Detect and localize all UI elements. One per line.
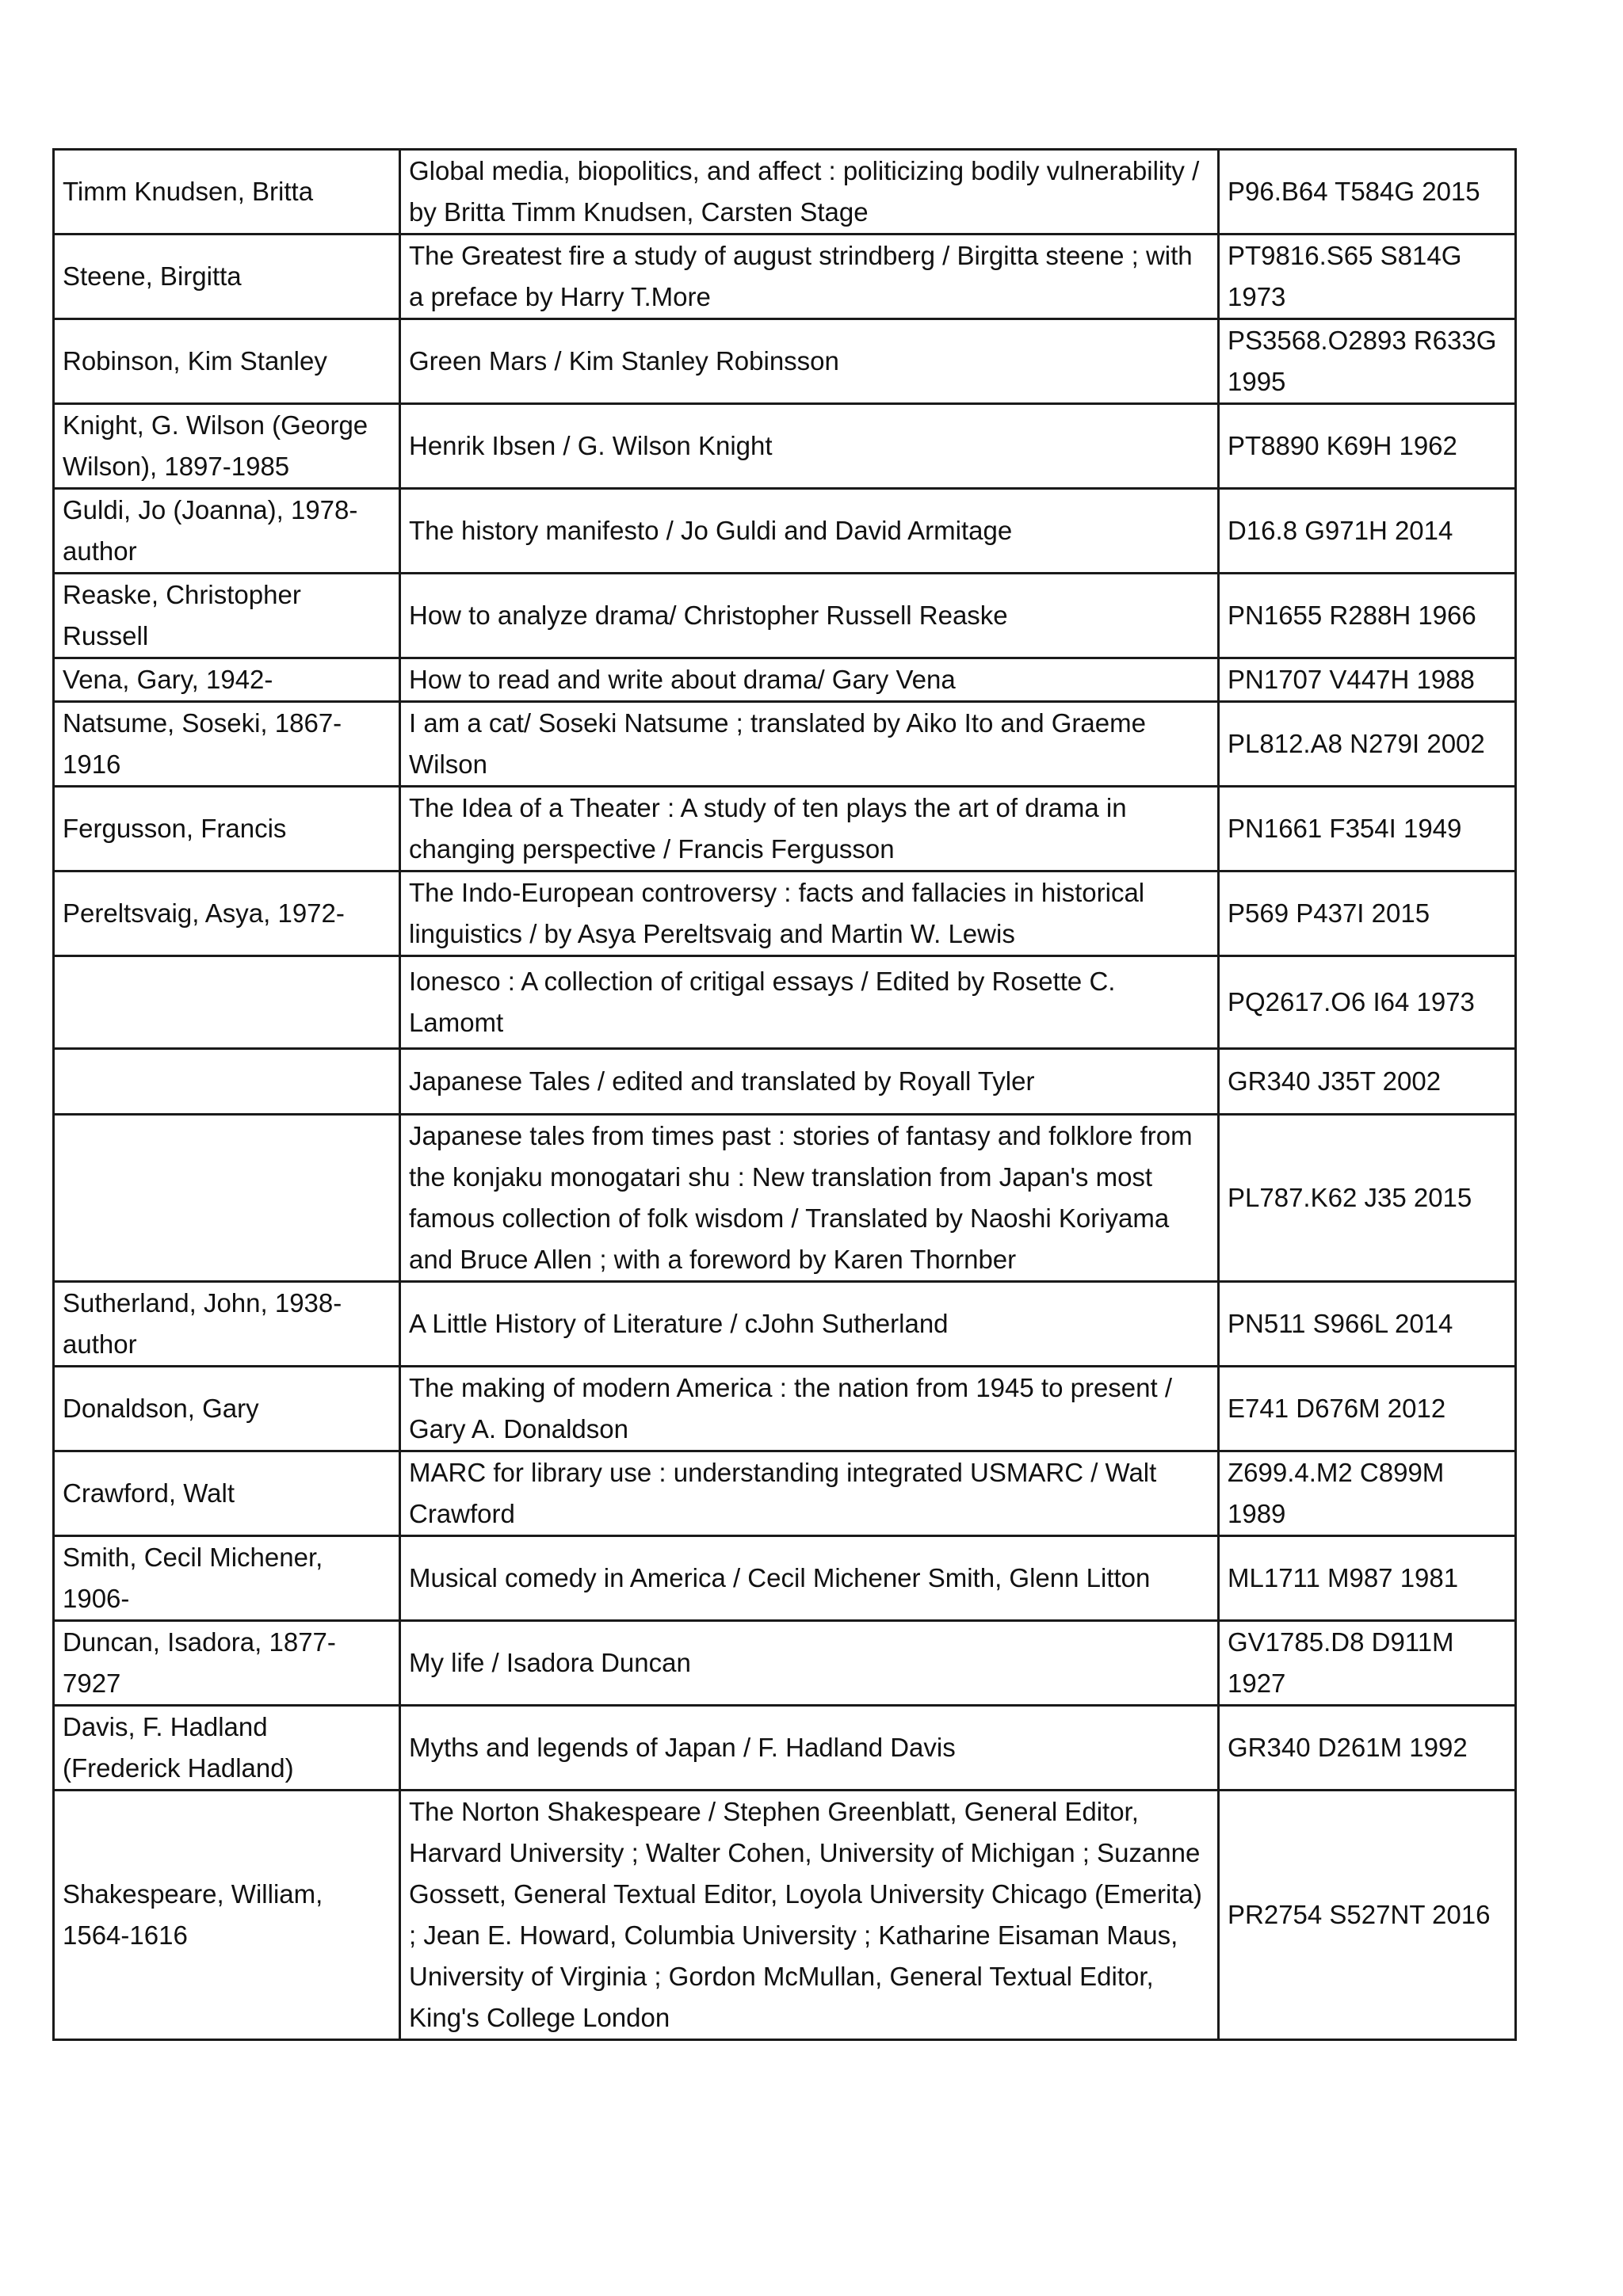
author-cell — [54, 1049, 400, 1115]
title-cell: The Norton Shakespeare / Stephen Greenblatt, General Editor, Harvard University ; Walter Cohen, University of Michigan ; Suzanne Gossett, General Textual Editor, Loyola University Chicago (Emerita) ; Jean E. Howard, Columbia University ; Katharine Eisaman Maus, University of Virginia ; Gordon McMullan, General Textual Editor, King's College London — [400, 1791, 1219, 2040]
title-cell: Green Mars / Kim Stanley Robinsson — [400, 319, 1219, 404]
table-row — [54, 150, 1516, 235]
table-row — [54, 235, 1516, 319]
table-row — [54, 1115, 1516, 1282]
author-cell: Steene, Birgitta — [54, 235, 400, 319]
table-row — [54, 319, 1516, 404]
call-number-cell: PS3568.O2893 R633G 1995 — [1219, 319, 1516, 404]
call-number-cell: PN1661 F354I 1949 — [1219, 787, 1516, 871]
table-row — [54, 1049, 1516, 1115]
call-number-cell: P96.B64 T584G 2015 — [1219, 150, 1516, 235]
table-row — [54, 702, 1516, 787]
call-number-cell: E741 D676M 2012 — [1219, 1367, 1516, 1451]
author-cell: Natsume, Soseki, 1867-1916 — [54, 702, 400, 787]
table-row — [54, 1282, 1516, 1367]
call-number-cell: ML1711 M987 1981 — [1219, 1536, 1516, 1621]
title-cell: The Greatest fire a study of august strindberg / Birgitta steene ; with a preface by Harry T.More — [400, 235, 1219, 319]
title-cell: The Idea of a Theater : A study of ten plays the art of drama in changing perspective / Francis Fergusson — [400, 787, 1219, 871]
call-number-cell: GR340 D261M 1992 — [1219, 1706, 1516, 1791]
title-cell: Henrik Ibsen / G. Wilson Knight — [400, 404, 1219, 489]
author-cell: Reaske, Christopher Russell — [54, 574, 400, 658]
call-number-cell: D16.8 G971H 2014 — [1219, 489, 1516, 574]
table-row — [54, 1791, 1516, 2040]
catalog-table — [52, 148, 1517, 2041]
call-number-cell: PQ2617.O6 I64 1973 — [1219, 956, 1516, 1049]
author-cell: Knight, G. Wilson (George Wilson), 1897-1985 — [54, 404, 400, 489]
title-cell: MARC for library use : understanding integrated USMARC / Walt Crawford — [400, 1451, 1219, 1536]
table-row — [54, 574, 1516, 658]
title-cell: Japanese Tales / edited and translated by Royall Tyler — [400, 1049, 1219, 1115]
table-row — [54, 1451, 1516, 1536]
title-cell: I am a cat/ Soseki Natsume ; translated by Aiko Ito and Graeme Wilson — [400, 702, 1219, 787]
author-cell: Smith, Cecil Michener, 1906- — [54, 1536, 400, 1621]
table-row — [54, 871, 1516, 956]
author-cell: Fergusson, Francis — [54, 787, 400, 871]
call-number-cell: PR2754 S527NT 2016 — [1219, 1791, 1516, 2040]
title-cell: Japanese tales from times past : stories of fantasy and folklore from the konjaku monogatari shu : New translation from Japan's most famous collection of folk wisdom / Translated by Naoshi Koriyama and Bruce Allen ; with a foreword by Karen Thornber — [400, 1115, 1219, 1282]
title-cell: Myths and legends of Japan / F. Hadland Davis — [400, 1706, 1219, 1791]
table-row — [54, 489, 1516, 574]
call-number-cell: GR340 J35T 2002 — [1219, 1049, 1516, 1115]
table-row — [54, 404, 1516, 489]
call-number-cell: PT8890 K69H 1962 — [1219, 404, 1516, 489]
author-cell: Crawford, Walt — [54, 1451, 400, 1536]
table-row — [54, 956, 1516, 1049]
table-row — [54, 1536, 1516, 1621]
table-row — [54, 658, 1516, 702]
title-cell: The Indo-European controversy : facts and fallacies in historical linguistics / by Asya Pereltsvaig and Martin W. Lewis — [400, 871, 1219, 956]
author-cell: Duncan, Isadora, 1877-7927 — [54, 1621, 400, 1706]
author-cell: Robinson, Kim Stanley — [54, 319, 400, 404]
author-cell — [54, 956, 400, 1049]
call-number-cell: Z699.4.M2 C899M 1989 — [1219, 1451, 1516, 1536]
author-cell: Pereltsvaig, Asya, 1972- — [54, 871, 400, 956]
title-cell: A Little History of Literature / cJohn Sutherland — [400, 1282, 1219, 1367]
call-number-cell: PN1655 R288H 1966 — [1219, 574, 1516, 658]
author-cell: Shakespeare, William, 1564-1616 — [54, 1791, 400, 2040]
title-cell: How to analyze drama/ Christopher Russell Reaske — [400, 574, 1219, 658]
title-cell: Musical comedy in America / Cecil Michener Smith, Glenn Litton — [400, 1536, 1219, 1621]
title-cell: Ionesco : A collection of critigal essays / Edited by Rosette C. Lamomt — [400, 956, 1219, 1049]
title-cell: Global media, biopolitics, and affect : politicizing bodily vulnerability / by Britta Timm Knudsen, Carsten Stage — [400, 150, 1219, 235]
title-cell: The making of modern America : the nation from 1945 to present / Gary A. Donaldson — [400, 1367, 1219, 1451]
author-cell: Davis, F. Hadland (Frederick Hadland) — [54, 1706, 400, 1791]
call-number-cell: PN511 S966L 2014 — [1219, 1282, 1516, 1367]
call-number-cell: PT9816.S65 S814G 1973 — [1219, 235, 1516, 319]
table-row — [54, 787, 1516, 871]
table-row — [54, 1706, 1516, 1791]
call-number-cell: PN1707 V447H 1988 — [1219, 658, 1516, 702]
call-number-cell: P569 P437I 2015 — [1219, 871, 1516, 956]
author-cell: Donaldson, Gary — [54, 1367, 400, 1451]
table-row — [54, 1367, 1516, 1451]
call-number-cell: GV1785.D8 D911M 1927 — [1219, 1621, 1516, 1706]
title-cell: The history manifesto / Jo Guldi and David Armitage — [400, 489, 1219, 574]
author-cell: Sutherland, John, 1938- author — [54, 1282, 400, 1367]
author-cell: Timm Knudsen, Britta — [54, 150, 400, 235]
title-cell: My life / Isadora Duncan — [400, 1621, 1219, 1706]
call-number-cell: PL787.K62 J35 2015 — [1219, 1115, 1516, 1282]
call-number-cell: PL812.A8 N279I 2002 — [1219, 702, 1516, 787]
title-cell: How to read and write about drama/ Gary Vena — [400, 658, 1219, 702]
table-row — [54, 1621, 1516, 1706]
author-cell: Guldi, Jo (Joanna), 1978- author — [54, 489, 400, 574]
author-cell: Vena, Gary, 1942- — [54, 658, 400, 702]
author-cell — [54, 1115, 400, 1282]
